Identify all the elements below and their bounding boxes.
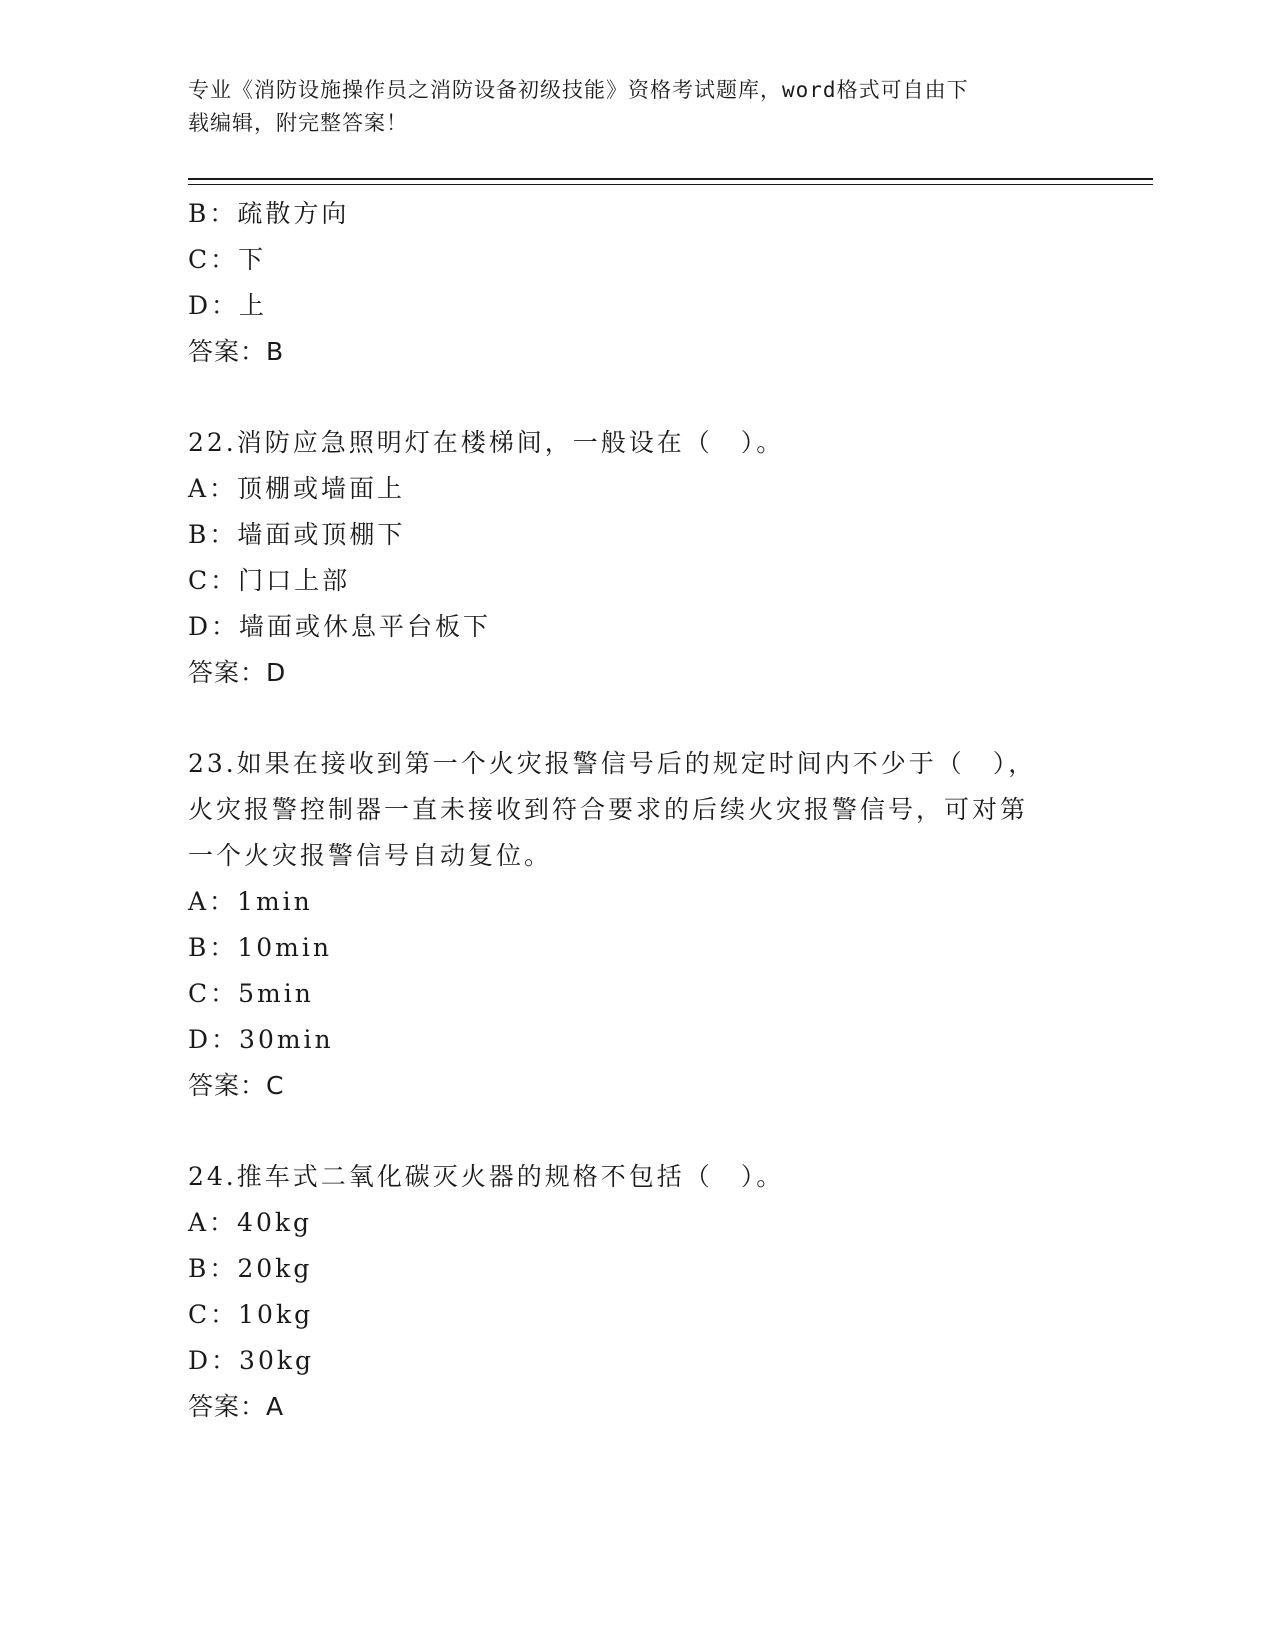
spacer bbox=[188, 375, 1078, 420]
option-c: C：下 bbox=[188, 245, 267, 274]
answer-line: 答案：A bbox=[188, 1392, 285, 1421]
option-d: D：30min bbox=[188, 1025, 334, 1054]
question-stem: 22.消防应急照明灯在楼梯间，一般设在（ ）。 bbox=[188, 428, 785, 457]
header-line-1: 专业《消防设施操作员之消防设备初级技能》资格考试题库，word格式可自由下 bbox=[188, 78, 969, 102]
option-d: D：墙面或休息平台板下 bbox=[188, 612, 492, 641]
question-block-23 bbox=[188, 741, 1078, 1109]
header-rule-thin bbox=[188, 184, 1153, 185]
header-line-2: 载编辑，附完整答案！ bbox=[188, 111, 408, 135]
spacer bbox=[188, 696, 1078, 741]
option-a: A：40kg bbox=[188, 1208, 313, 1237]
answer-line: 答案：C bbox=[188, 1071, 285, 1100]
option-b: B：墙面或顶棚下 bbox=[188, 520, 406, 549]
option-d: D：30kg bbox=[188, 1346, 315, 1375]
option-a: A：1min bbox=[188, 887, 313, 916]
answer-line: 答案：B bbox=[188, 337, 285, 366]
question-stem: 24.推车式二氧化碳灭火器的规格不包括（ ）。 bbox=[188, 1162, 785, 1191]
answer-line: 答案：D bbox=[188, 658, 287, 687]
page-header bbox=[188, 74, 1078, 140]
question-block-24 bbox=[188, 1154, 1078, 1430]
option-c: C：门口上部 bbox=[188, 566, 351, 595]
question-stem-line-1: 23.如果在接收到第一个火灾报警信号后的规定时间内不少于（ ）， bbox=[188, 749, 1037, 778]
option-b: B：20kg bbox=[188, 1254, 313, 1283]
question-block-21 bbox=[188, 191, 1078, 375]
option-b: B：疏散方向 bbox=[188, 199, 350, 228]
question-block-22 bbox=[188, 420, 1078, 696]
question-list bbox=[188, 191, 1078, 1430]
option-d: D：上 bbox=[188, 291, 268, 320]
question-stem-line-3: 一个火灾报警信号自动复位。 bbox=[188, 841, 553, 870]
option-c: C：10kg bbox=[188, 1300, 314, 1329]
spacer bbox=[188, 1109, 1078, 1154]
header-rule-thick bbox=[188, 178, 1153, 180]
option-a: A：顶棚或墙面上 bbox=[188, 474, 406, 503]
question-stem-line-2: 火灾报警控制器一直未接收到符合要求的后续火灾报警信号，可对第 bbox=[188, 795, 1029, 824]
option-b: B：10min bbox=[188, 933, 332, 962]
option-c: C：5min bbox=[188, 979, 314, 1008]
